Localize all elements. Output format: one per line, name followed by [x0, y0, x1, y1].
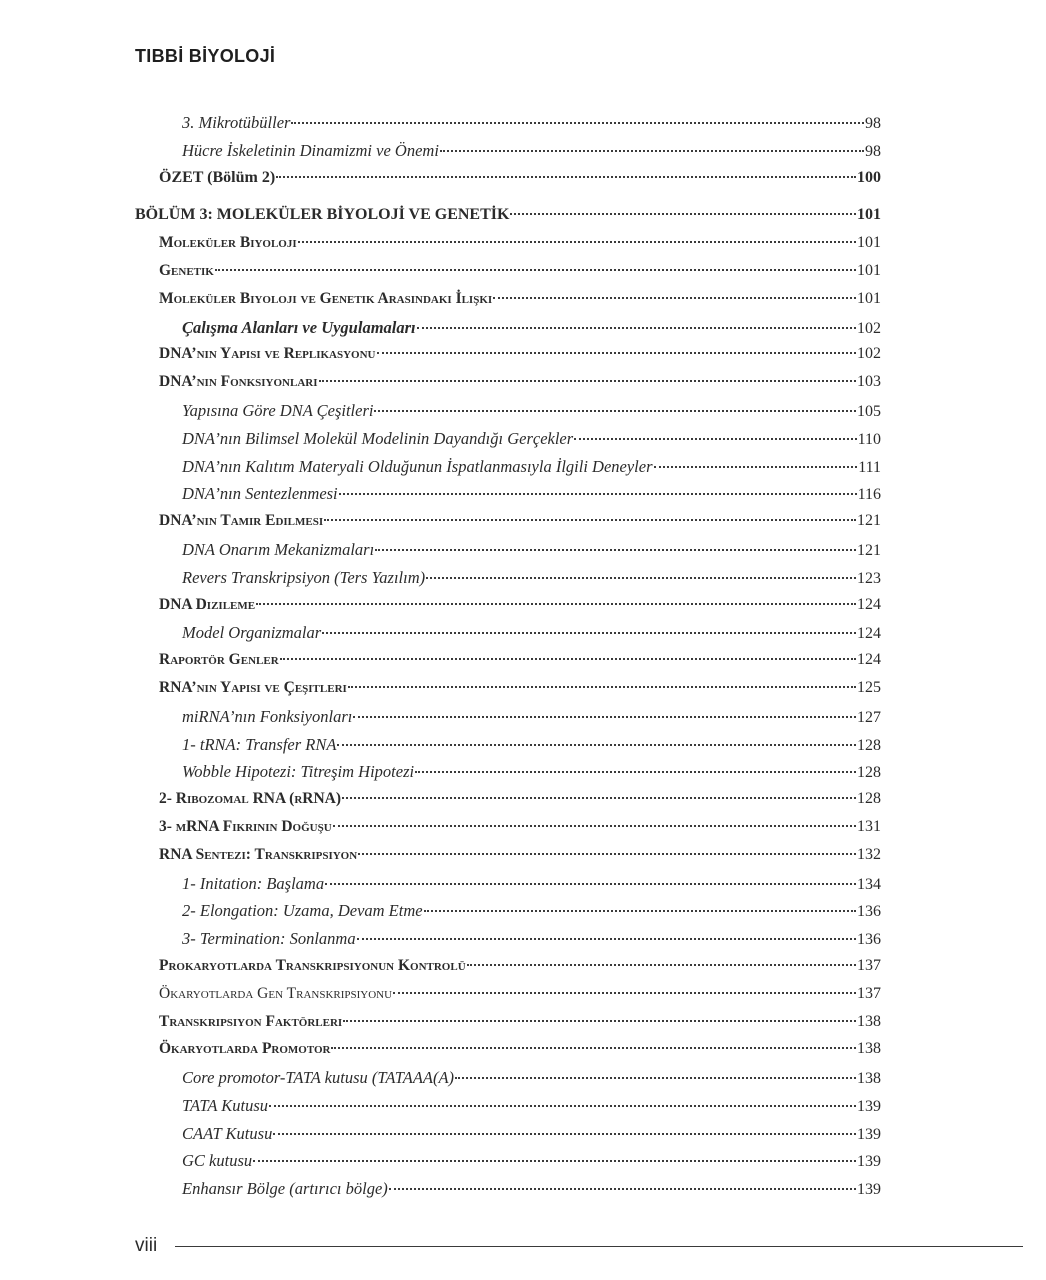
toc-entry-title: 2- Elongation: Uzama, Devam Etme [182, 901, 423, 921]
toc-entry[interactable] [135, 345, 881, 373]
toc-entry[interactable] [135, 651, 881, 679]
dot-leader [339, 493, 857, 495]
toc-entry[interactable] [135, 874, 881, 902]
toc-entry[interactable] [135, 206, 881, 234]
toc-entry-page: 128 [857, 736, 881, 754]
dot-leader [333, 825, 856, 827]
dot-leader [342, 797, 856, 799]
toc-entry-title: RNA’nın Yapısı ve Çeşitleri [159, 678, 347, 696]
toc-entry[interactable] [135, 1179, 881, 1207]
dot-leader [276, 176, 856, 178]
toc-entry-page: 98 [865, 115, 881, 132]
toc-entry-title: Prokaryotlarda Transkripsiyonun Kontrolü [159, 956, 466, 974]
toc-entry[interactable] [135, 957, 881, 985]
toc-entry-title: GC kutusu [182, 1151, 253, 1171]
toc-entry-title: Transkripsiyon Faktörleri [159, 1012, 343, 1030]
toc-entry-page: 125 [857, 678, 881, 696]
toc-entry-page: 124 [857, 625, 881, 643]
toc-entry-page: 111 [858, 458, 881, 476]
toc-entry-title: 2- Ribozomal RNA (rRNA) [159, 790, 342, 808]
toc-entry[interactable] [135, 985, 881, 1013]
toc-entry-title: 3. Mikrotübüller [182, 113, 291, 132]
dot-leader [337, 744, 856, 746]
toc-entry-title: Enhansır Bölge (artırıcı bölge) [182, 1179, 388, 1199]
toc-entry-page: 137 [857, 984, 881, 1002]
toc-entry[interactable] [135, 679, 881, 707]
toc-entry-title: BÖLÜM 3: MOLEKÜLER BİYOLOJİ VE GENETİK [135, 206, 510, 224]
dot-leader [343, 1020, 856, 1022]
dot-leader [319, 380, 856, 382]
toc-entry[interactable] [135, 512, 881, 540]
toc-entry[interactable] [135, 623, 881, 651]
toc-entry-title: DNA’nın Yapısı ve Replikasyonu [159, 345, 376, 363]
toc-entry-title: Hücre İskeletinin Dinamizmi ve Önemi [182, 140, 439, 160]
toc-entry-title: Model Organizmalar [182, 623, 322, 643]
toc-entry-page: 136 [857, 931, 881, 949]
toc-entry-page: 139 [857, 1153, 881, 1171]
toc-entry-title: DNA’nın Kalıtım Materyali Olduğunun İspatlanmasıyla İlgili Deneyler [182, 456, 653, 476]
toc-entry-page: 124 [857, 595, 881, 613]
toc-entry[interactable] [135, 929, 881, 957]
toc-entry-page: 110 [857, 430, 881, 448]
toc-entry-title: DNA Onarım Mekanizmaları [182, 539, 375, 559]
toc-entry-page: 121 [857, 541, 881, 559]
dot-leader [325, 883, 856, 885]
toc-entry[interactable] [135, 429, 881, 457]
toc-entry-page: 138 [857, 1070, 881, 1088]
toc-entry-title: Çalışma Alanları ve Uygulamaları [182, 317, 416, 337]
dot-leader [467, 964, 856, 966]
toc-entry-page: 124 [857, 651, 881, 669]
dot-leader [291, 122, 864, 124]
dot-leader [215, 269, 856, 271]
toc-entry-page: 138 [857, 1040, 881, 1058]
toc-entry[interactable] [135, 762, 881, 790]
dot-leader [375, 549, 856, 551]
toc-entry[interactable] [135, 457, 881, 485]
toc-entry-page: 128 [857, 790, 881, 808]
toc-entry[interactable] [135, 141, 881, 169]
toc-entry[interactable] [135, 1068, 881, 1096]
dot-leader [440, 150, 864, 152]
dot-leader [280, 658, 856, 660]
toc-entry[interactable] [135, 290, 881, 318]
toc-entry-page: 100 [857, 168, 881, 186]
toc-entry-page: 128 [857, 764, 881, 782]
toc-entry[interactable] [135, 1013, 881, 1041]
toc-entry-title: DNA’nın Tamir Edilmesi [159, 512, 324, 530]
table-of-contents [135, 113, 881, 1207]
toc-entry-title: Genetik [159, 261, 214, 279]
dot-leader [357, 938, 856, 940]
toc-entry-title: Ökaryotlarda Promotor [159, 1040, 331, 1058]
toc-entry[interactable] [135, 484, 881, 512]
toc-entry-page: 134 [857, 875, 881, 893]
dot-leader [358, 853, 856, 855]
toc-entry-title: miRNA’nın Fonksiyonları [182, 706, 353, 726]
toc-entry-page: 137 [857, 956, 881, 974]
toc-entry[interactable] [135, 790, 881, 818]
dot-leader [415, 771, 856, 773]
toc-entry-page: 101 [857, 289, 881, 307]
section-spacer [135, 196, 881, 206]
toc-entry[interactable] [135, 540, 881, 568]
toc-entry-title: Yapısına Göre DNA Çeşitleri [182, 400, 374, 420]
toc-entry-title: Raportör Genler [159, 651, 279, 669]
toc-entry-title: 3- Termination: Sonlanma [182, 929, 356, 949]
dot-leader [324, 519, 856, 521]
dot-leader [393, 992, 856, 994]
toc-entry-title: 1- Initation: Başlama [182, 873, 325, 893]
dot-leader [574, 438, 856, 440]
toc-entry-page: 101 [857, 206, 881, 224]
toc-entry-title: Revers Transkripsiyon (Ters Yazılım) [182, 567, 426, 587]
toc-entry-title: DNA’nın Bilimsel Molekül Modelinin Dayandığı Gerçekler [182, 428, 574, 448]
toc-entry[interactable] [135, 1151, 881, 1179]
dot-leader [654, 466, 858, 468]
toc-entry-page: 103 [857, 373, 881, 391]
dot-leader [253, 1160, 856, 1162]
toc-entry[interactable] [135, 401, 881, 429]
dot-leader [348, 686, 856, 688]
toc-entry-page: 102 [857, 345, 881, 363]
toc-entry-page: 123 [857, 569, 881, 587]
toc-entry-page: 139 [857, 1125, 881, 1143]
toc-entry-title: Moleküler Biyoloji ve Genetik Arasındaki İlişki [159, 289, 493, 307]
toc-entry-title: DNA Dizileme [159, 595, 256, 613]
dot-leader [424, 910, 856, 912]
toc-entry-title: TATA Kutusu [182, 1095, 269, 1115]
toc-entry-title: Ökaryotlarda Gen Transkripsiyonu [159, 984, 393, 1002]
toc-entry[interactable] [135, 818, 881, 846]
toc-entry-page: 105 [857, 402, 881, 420]
dot-leader [269, 1105, 856, 1107]
toc-entry[interactable] [135, 318, 881, 346]
toc-entry-page: 101 [857, 234, 881, 252]
toc-entry-page: 101 [857, 261, 881, 279]
toc-entry-title: Moleküler Biyoloji [159, 234, 297, 252]
dot-leader [353, 716, 856, 718]
toc-entry[interactable] [135, 846, 881, 874]
toc-entry-page: 138 [857, 1012, 881, 1030]
toc-entry-page: 127 [857, 708, 881, 726]
toc-entry-title: CAAT Kutusu [182, 1123, 273, 1143]
page-number: viii [135, 1235, 158, 1256]
dot-leader [455, 1077, 856, 1079]
dot-leader [389, 1188, 856, 1190]
toc-entry[interactable] [135, 113, 881, 141]
toc-entry-title: Wobble Hipotezi: Titreşim Hipotezi [182, 762, 415, 782]
toc-entry-page: 136 [857, 903, 881, 921]
dot-leader [377, 352, 857, 354]
dot-leader [273, 1133, 856, 1135]
toc-entry-title: 1- tRNA: Transfer RNA [182, 734, 337, 754]
toc-entry-page: 121 [857, 512, 881, 530]
dot-leader [331, 1047, 856, 1049]
toc-entry[interactable] [135, 568, 881, 596]
toc-entry[interactable] [135, 169, 881, 197]
dot-leader [298, 241, 856, 243]
toc-entry[interactable] [135, 735, 881, 763]
toc-entry-title: Core promotor-TATA kutusu (TATAAA(A) [182, 1068, 455, 1088]
dot-leader [426, 577, 856, 579]
toc-entry-page: 116 [857, 486, 881, 504]
toc-entry[interactable] [135, 1124, 881, 1152]
dot-leader [417, 327, 856, 329]
toc-entry-page: 98 [865, 142, 881, 160]
toc-entry[interactable] [135, 901, 881, 929]
toc-entry-page: 102 [857, 319, 881, 337]
toc-entry-title: DNA’nın Sentezlenmesi [182, 484, 338, 504]
toc-entry[interactable] [135, 1096, 881, 1124]
toc-entry[interactable] [135, 1040, 881, 1068]
dot-leader [510, 213, 856, 215]
toc-entry-title: DNA’nın Fonksiyonları [159, 373, 318, 391]
dot-leader [374, 410, 856, 412]
toc-entry-title: ÖZET (Bölüm 2) [159, 168, 276, 186]
book-title: TIBBİ BİYOLOJİ [135, 46, 276, 66]
footer-rule [175, 1246, 1023, 1247]
toc-entry-title: RNA Sentezi: Transkripsiyon [159, 845, 358, 863]
dot-leader [256, 603, 856, 605]
toc-entry-page: 139 [857, 1097, 881, 1115]
toc-entry[interactable] [135, 596, 881, 624]
toc-entry[interactable] [135, 373, 881, 401]
dot-leader [493, 297, 856, 299]
toc-entry[interactable] [135, 707, 881, 735]
toc-entry-page: 139 [857, 1181, 881, 1199]
toc-entry-title: 3- mRNA Fikrinin Doğuşu [159, 817, 332, 835]
toc-entry-page: 132 [857, 845, 881, 863]
toc-entry[interactable] [135, 234, 881, 262]
toc-entry[interactable] [135, 262, 881, 290]
dot-leader [322, 632, 856, 634]
toc-entry-page: 131 [857, 817, 881, 835]
